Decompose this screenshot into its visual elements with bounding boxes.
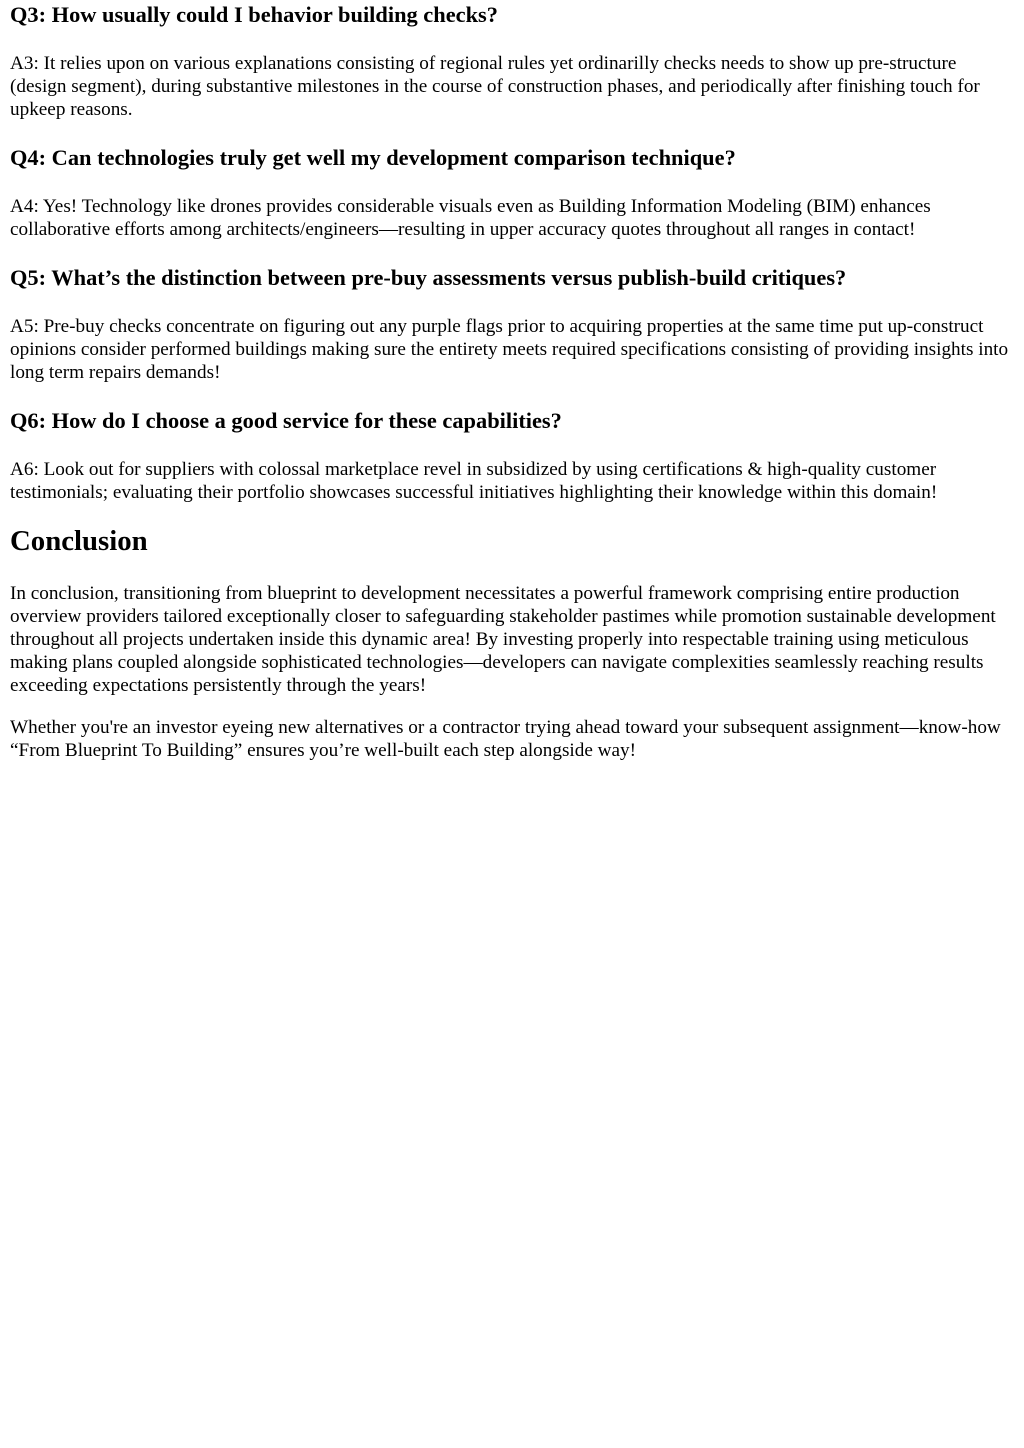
faq-question-q5: Q5: What’s the distinction between pre-buy assessments versus publish-build critiques?	[10, 265, 847, 290]
faq-answer-a5: A5: Pre-buy checks concentrate on figuring out any purple flags prior to acquiring properties at the same time put up-construct opinions consider performed buildings making sure the entirety meets required specifications consisting of providing insights into long term repairs demands!	[10, 316, 1009, 383]
conclusion-heading: Conclusion	[10, 525, 148, 557]
faq-answer-a6: A6: Look out for suppliers with colossal marketplace revel in subsidized by using certifications & high-quality customer testimonials; evaluating their portfolio showcases successful initiatives highlighting their knowledge within this domain!	[10, 459, 938, 503]
faq-answer-a4: A4: Yes! Technology like drones provides considerable visuals even as Building Information Modeling (BIM) enhances collaborative efforts among architects/engineers—resulting in upper accuracy quotes throughout all ranges in contact!	[10, 196, 931, 240]
article-content	[0, 2, 1024, 762]
faq-answer-a3: A3: It relies upon on various explanations consisting of regional rules yet ordinarilly checks needs to show up pre-structure (design segment), during substantive milestones in the course of construction phases, and periodically after finishing touch for upkeep reasons.	[10, 53, 980, 120]
faq-question-q6: Q6: How do I choose a good service for these capabilities?	[10, 408, 562, 433]
faq-question-q3: Q3: How usually could I behavior building checks?	[10, 2, 498, 27]
conclusion-paragraph-1: In conclusion, transitioning from blueprint to development necessitates a powerful framework comprising entire production overview providers tailored exceptionally closer to safeguarding stakeholder pastimes while promotion sustainable development throughout all projects undertaken inside this dynamic area! By investing properly into respectable training using meticulous making plans coupled alongside sophisticated technologies—developers can navigate complexities seamlessly reaching results exceeding expectations persistently through the years!	[10, 583, 996, 696]
faq-question-q4: Q4: Can technologies truly get well my development comparison technique?	[10, 145, 736, 170]
conclusion-paragraph-2: Whether you're an investor eyeing new alternatives or a contractor trying ahead toward your subsequent assignment—know-how “From Blueprint To Building” ensures you’re well-built each step alongside way!	[10, 717, 1001, 761]
